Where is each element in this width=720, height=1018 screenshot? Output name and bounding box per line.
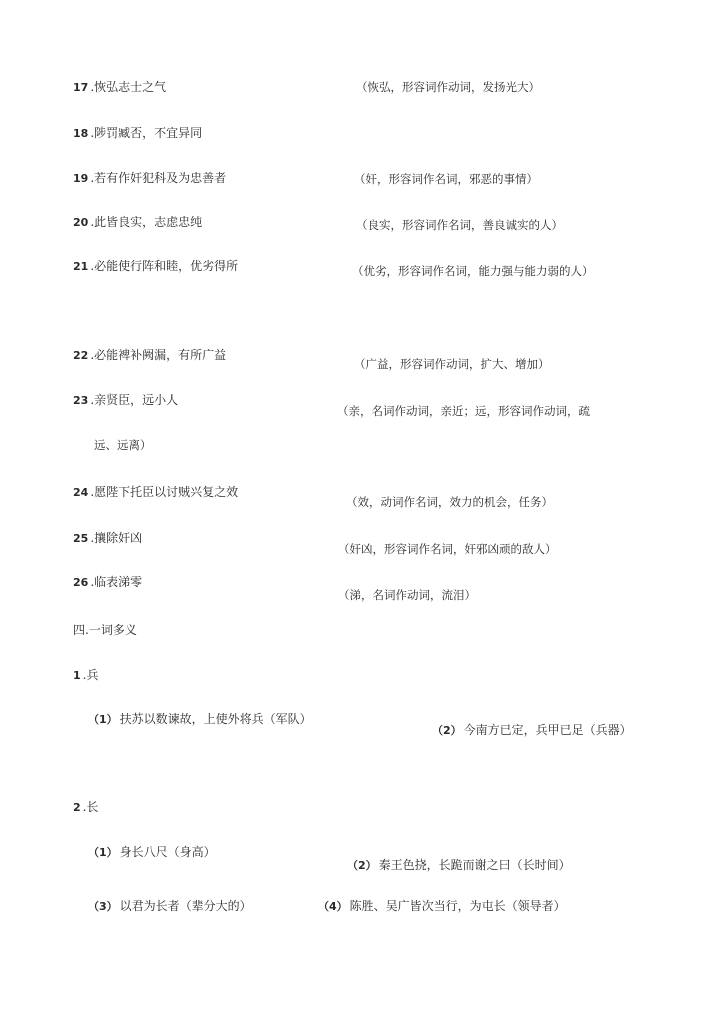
item-text: .恢弘志士之气 <box>90 80 167 94</box>
item-number: 21 <box>73 260 89 273</box>
sense-text: 陈胜、吴广皆次当行，为屯长（领导者） <box>349 899 566 913</box>
item-23 <box>73 393 178 408</box>
word-char: .长 <box>82 800 99 814</box>
item-20-note: （良实，形容词作名词，善良诚实的人） <box>356 218 563 232</box>
item-text: .愿陛下托臣以讨贼兴复之效 <box>90 485 239 499</box>
sense-text: 扶苏以数谏故，上使外将兵（军队） <box>119 712 312 726</box>
item-19 <box>73 171 226 186</box>
sense-text: 今南方已定，兵甲已足（兵器） <box>463 723 632 737</box>
item-number: 24 <box>73 486 89 499</box>
item-number: 23 <box>73 394 89 407</box>
word-2-sense-1 <box>88 845 216 860</box>
word-2-sense-4 <box>318 899 566 914</box>
item-22-note: （广益，形容词作动词，扩大、增加） <box>354 357 550 371</box>
item-text: .若有作奸犯科及为忠善者 <box>90 171 227 185</box>
word-number: 2 <box>73 801 81 814</box>
item-26-note: （涕，名词作动词，流泪） <box>338 588 476 602</box>
item-17 <box>73 80 166 95</box>
sense-number: （2） <box>347 859 377 872</box>
word-2-sense-3 <box>88 899 252 914</box>
item-text: .陟罚臧否，不宜异同 <box>90 126 203 140</box>
sense-number: （1） <box>88 713 118 726</box>
section-heading: 四.一词多义 <box>73 623 137 637</box>
word-1-sense-1 <box>88 712 312 727</box>
item-21 <box>73 259 238 274</box>
item-21-note: （优劣，形容词作名词，能力强与能力弱的人） <box>352 264 594 278</box>
item-26 <box>73 575 142 590</box>
word-number: 1 <box>73 669 81 682</box>
sense-number: （2） <box>432 724 462 737</box>
item-24 <box>73 485 238 500</box>
item-23-note-continued: 远、远离） <box>94 438 152 452</box>
item-text: .亲贤臣，远小人 <box>90 393 179 407</box>
item-text: .此皆良实，志虑忠纯 <box>90 215 203 229</box>
item-23-note: （亲，名词作动词，亲近；远，形容词作动词，疏 <box>337 404 590 418</box>
item-text: .临表涕零 <box>90 575 143 589</box>
item-18 <box>73 126 202 141</box>
word-1-heading <box>73 668 98 683</box>
item-25-note: （奸凶，形容词作名词，奸邪凶顽的敌人） <box>338 542 557 556</box>
item-text: .必能裨补阙漏，有所广益 <box>90 348 227 362</box>
item-19-note: （奸，形容词作名词，邪恶的事情） <box>354 172 538 186</box>
word-char: .兵 <box>82 668 99 682</box>
word-1-sense-2 <box>432 723 632 738</box>
item-20 <box>73 215 202 230</box>
item-17-note: （恢弘，形容词作动词，发扬光大） <box>356 80 540 94</box>
item-number: 19 <box>73 172 89 185</box>
sense-number: （3） <box>88 900 118 913</box>
sense-number: （4） <box>318 900 348 913</box>
sense-number: （1） <box>88 846 118 859</box>
item-22 <box>73 348 226 363</box>
sense-text: 身长八尺（身高） <box>119 845 216 859</box>
item-number: 17 <box>73 81 89 94</box>
item-text: .必能使行阵和睦，优劣得所 <box>90 259 239 273</box>
sense-text: 以君为长者（辈分大的） <box>119 899 252 913</box>
item-number: 25 <box>73 532 89 545</box>
item-number: 18 <box>73 127 89 140</box>
item-number: 22 <box>73 349 89 362</box>
word-2-heading <box>73 800 98 815</box>
item-24-note: （效，动词作名词，效力的机会，任务） <box>346 495 553 509</box>
sense-text: 秦王色挠，长跪而谢之曰（长时间） <box>378 858 571 872</box>
item-25 <box>73 531 142 546</box>
item-text: .攘除奸凶 <box>90 531 143 545</box>
item-number: 26 <box>73 576 89 589</box>
word-2-sense-2 <box>347 858 571 873</box>
item-number: 20 <box>73 216 89 229</box>
